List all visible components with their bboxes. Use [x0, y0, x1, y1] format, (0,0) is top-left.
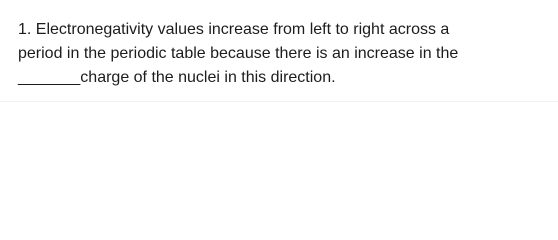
question-line: period in the periodic table because there is an increase in the — [18, 45, 459, 62]
question-line: _______charge of the nuclei in this direction. — [18, 69, 336, 86]
question-line: 1. Electronegativity values increase from left to right across a — [18, 21, 450, 38]
divider — [0, 101, 558, 102]
question-text — [18, 18, 548, 90]
